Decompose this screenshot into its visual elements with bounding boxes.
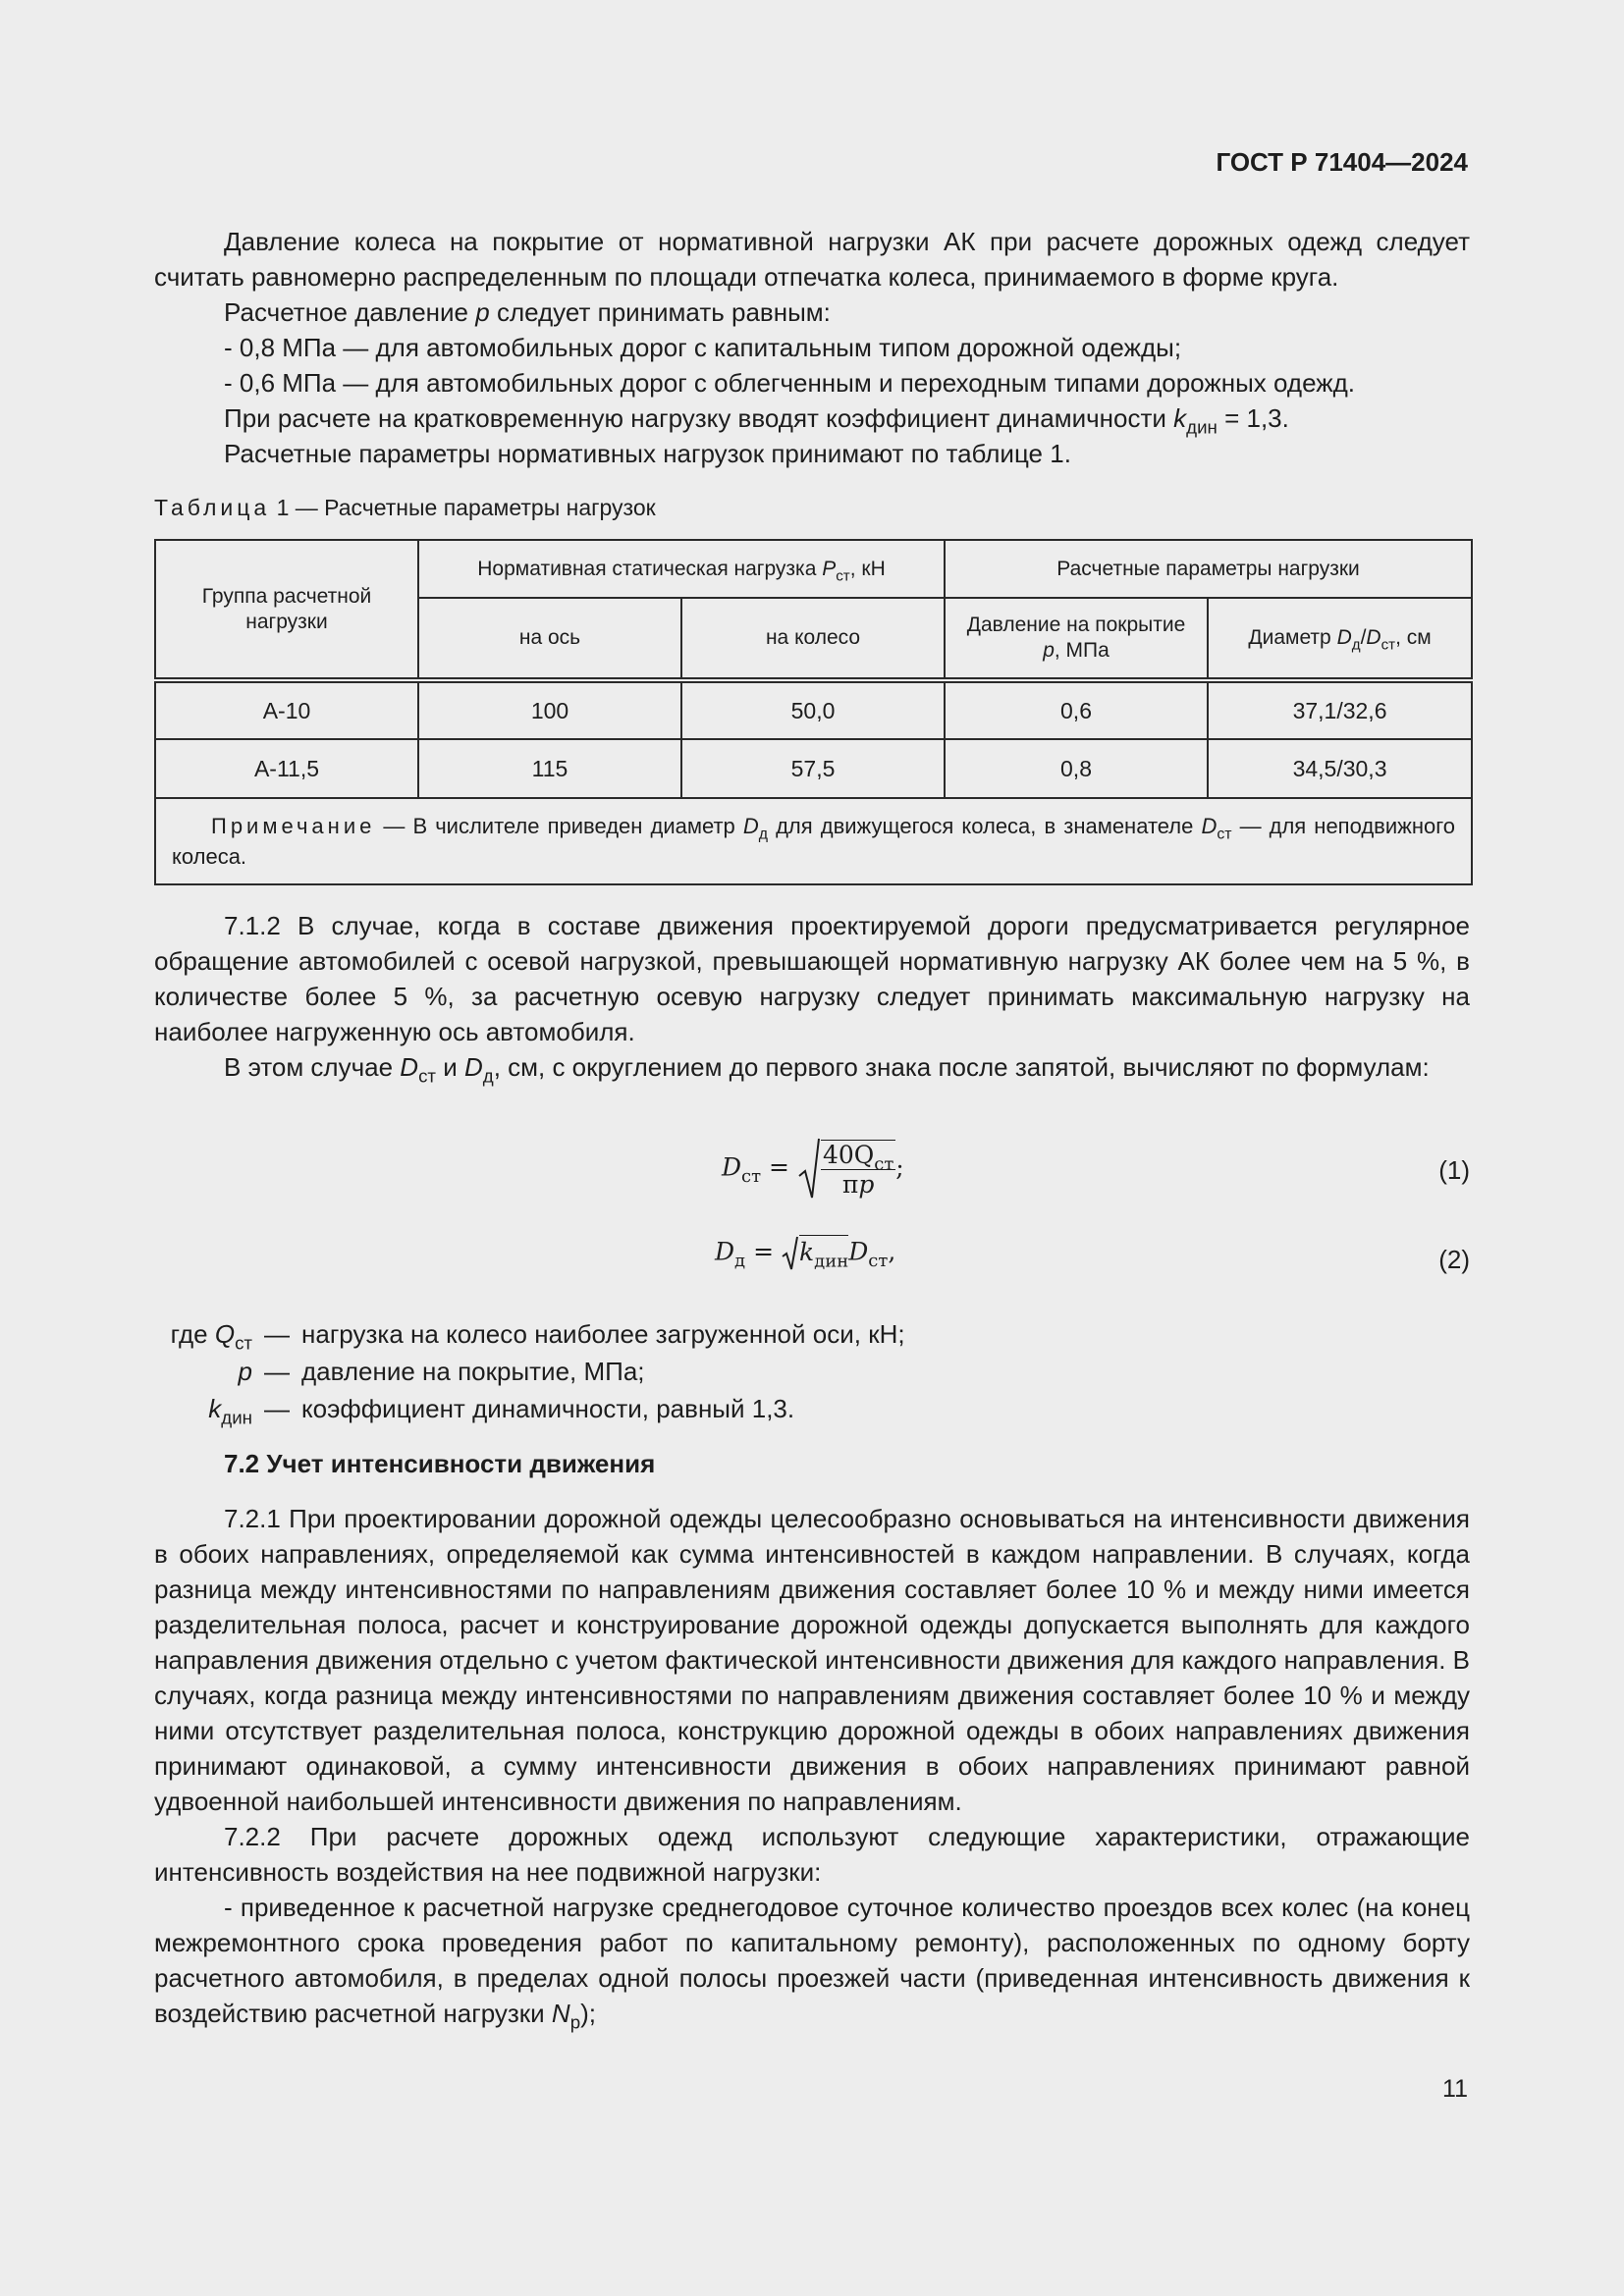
header-diameter: Диаметр $D_д/D_{ст}$, см bbox=[1208, 598, 1472, 680]
header-wheel: на колесо bbox=[681, 598, 945, 680]
header-static-load: Нормативная статическая нагрузка $P_{ст}$, кН bbox=[418, 540, 945, 598]
table-row bbox=[155, 739, 1472, 798]
section-7-1-2 bbox=[154, 908, 1470, 1085]
cell-group: А-11,5 bbox=[155, 739, 418, 798]
cell-diameter: 37,1/32,6 bbox=[1208, 680, 1472, 739]
paragraph-formulas-intro: В этом случае $D_{ст}$ и $D_д$, см, с округлением до первого знака после запятой, вычисляют по формулам: bbox=[224, 1052, 1430, 1087]
table-row bbox=[155, 680, 1472, 739]
formula-2: $D_д = k_{дин}D_{ст}$, bbox=[715, 1235, 895, 1272]
paragraph-7-2-1: 7.2.1 При проектировании дорожной одежды целесообразно основываться на интенсивности движения в обоих направлениях, определяемой как сумма интенсивностей в каждом направлении. В случаях, когда разница между интенсивностями по направлениям движения составляет более 10 % и между ними имеется разделительная полоса, расчет и конструирование дорожной одежды допускается выполнять для каждого направления движения отдельно с учетом фактической интенсивности движения для каждого направления. В случаях, когда разница между интенсивностями по направлениям движения составляет более 10 % и между ними отсутствует разделительная полоса, конструкцию дорожной одежды в обоих направлениях движения принимают одинаковой, а сумму интенсивности движения в обоих направлениях принимают равной удвоенной наибольшей интенсивности движения по направлениям. bbox=[154, 1504, 1470, 1816]
intro-list-item-2: - 0,6 МПа — для автомобильных дорог с облегченным и переходным типами дорожных одежд. bbox=[224, 368, 1356, 398]
header-pressure: Давление на покрытие p, МПа bbox=[945, 598, 1208, 680]
formula-2-radicand: $k_{дин}$ bbox=[799, 1235, 848, 1266]
cell-axle: 100 bbox=[418, 680, 681, 739]
cell-wheel: 57,5 bbox=[681, 739, 945, 798]
formula-1-fraction: $\frac{40Q_{ст}}{\pi p}$ bbox=[822, 1141, 894, 1199]
intro-paragraph-1: Давление колеса на покрытие от нормативной нагрузки АК при расчете дорожных одежд следует считать равномерно распределенным по площади отпечатка колеса, принимаемого в форме круга. bbox=[154, 227, 1470, 292]
formula-1: $D_{ст}$ = $\frac{40Q_{ст}}{\pi p}$ ; bbox=[722, 1137, 904, 1201]
page-number: 11 bbox=[1442, 2075, 1468, 2103]
section-heading-7-2: 7.2 Учет интенсивности движения bbox=[224, 1449, 656, 1478]
intro-paragraph-3: При расчете на кратковременную нагрузку вводят коэффициент динамичности $k_{дин} = 1,3$. bbox=[224, 403, 1289, 438]
cell-pressure: 0,8 bbox=[945, 739, 1208, 798]
cell-axle: 115 bbox=[418, 739, 681, 798]
legend-item: p — давление на покрытие, МПа; bbox=[238, 1357, 645, 1386]
section-7-2 bbox=[154, 1501, 1470, 2031]
list-item-intensity: - приведенное к расчетной нагрузке среднегодовое суточное количество проездов всех колес (на конец межремонтного срока проведения работ по капитальному ремонту), расположенных по одному борту расчетного автомобиля, в пределах одной полосы проезжей части (приведенная интенсивность движения к воздействию расчетной нагрузки $N_р$); bbox=[154, 1893, 1470, 2033]
load-parameters-table bbox=[154, 539, 1473, 885]
cell-pressure: 0,6 bbox=[945, 680, 1208, 739]
sqrt-sign-icon bbox=[797, 1137, 821, 1201]
legend-item: где $Q_{ст}$ — нагрузка на колесо наиболее загруженной оси, кН; bbox=[170, 1319, 905, 1354]
header-calc-params: Расчетные параметры нагрузки bbox=[945, 540, 1472, 598]
equation-number-1: (1) bbox=[1438, 1155, 1470, 1185]
header-axle: на ось bbox=[418, 598, 681, 680]
table-caption: Таблица 1 — Расчетные параметры нагрузок bbox=[154, 495, 656, 520]
header-group: Группа расчетной нагрузки bbox=[155, 540, 418, 680]
intro-paragraph-2: Расчетное давление p следует принимать равным: bbox=[224, 297, 831, 327]
equation-number-2: (2) bbox=[1438, 1245, 1470, 1274]
intro-list-item-1: - 0,8 МПа — для автомобильных дорог с капитальным типом дорожной одежды; bbox=[224, 333, 1182, 362]
cell-group: А-10 bbox=[155, 680, 418, 739]
variables-legend bbox=[154, 1315, 905, 1427]
table-note: Примечание — В числителе приведен диаметр $D_д$ для движущегося колеса, в знаменателе $D_{ст}$ — для неподвижного колеса. bbox=[155, 798, 1472, 884]
legend-item: $k_{дин}$ — коэффициент динамичности, равный 1,3. bbox=[208, 1394, 795, 1428]
cell-wheel: 50,0 bbox=[681, 680, 945, 739]
paragraph-7-1-2: 7.1.2 В случае, когда в составе движения проектируемой дороги предусматривается регулярное обращение автомобилей с осевой нагрузкой, превышающей нормативную нагрузку АК более чем на 5 %, в количестве более 5 %, за расчетную осевую нагрузку следует принимать максимальную нагрузку на наиболее нагруженную ось автомобиля. bbox=[154, 911, 1470, 1046]
intro-paragraph-4: Расчетные параметры нормативных нагрузок принимают по таблице 1. bbox=[224, 439, 1071, 468]
document-code-header: ГОСТ Р 71404—2024 bbox=[1216, 147, 1468, 177]
intro-section bbox=[154, 224, 1470, 471]
paragraph-7-2-2: 7.2.2 При расчете дорожных одежд используют следующие характеристики, отражающие интенсивность воздействия на нее подвижной нагрузки: bbox=[154, 1822, 1470, 1887]
cell-diameter: 34,5/30,3 bbox=[1208, 739, 1472, 798]
sqrt-sign-icon bbox=[782, 1235, 799, 1272]
